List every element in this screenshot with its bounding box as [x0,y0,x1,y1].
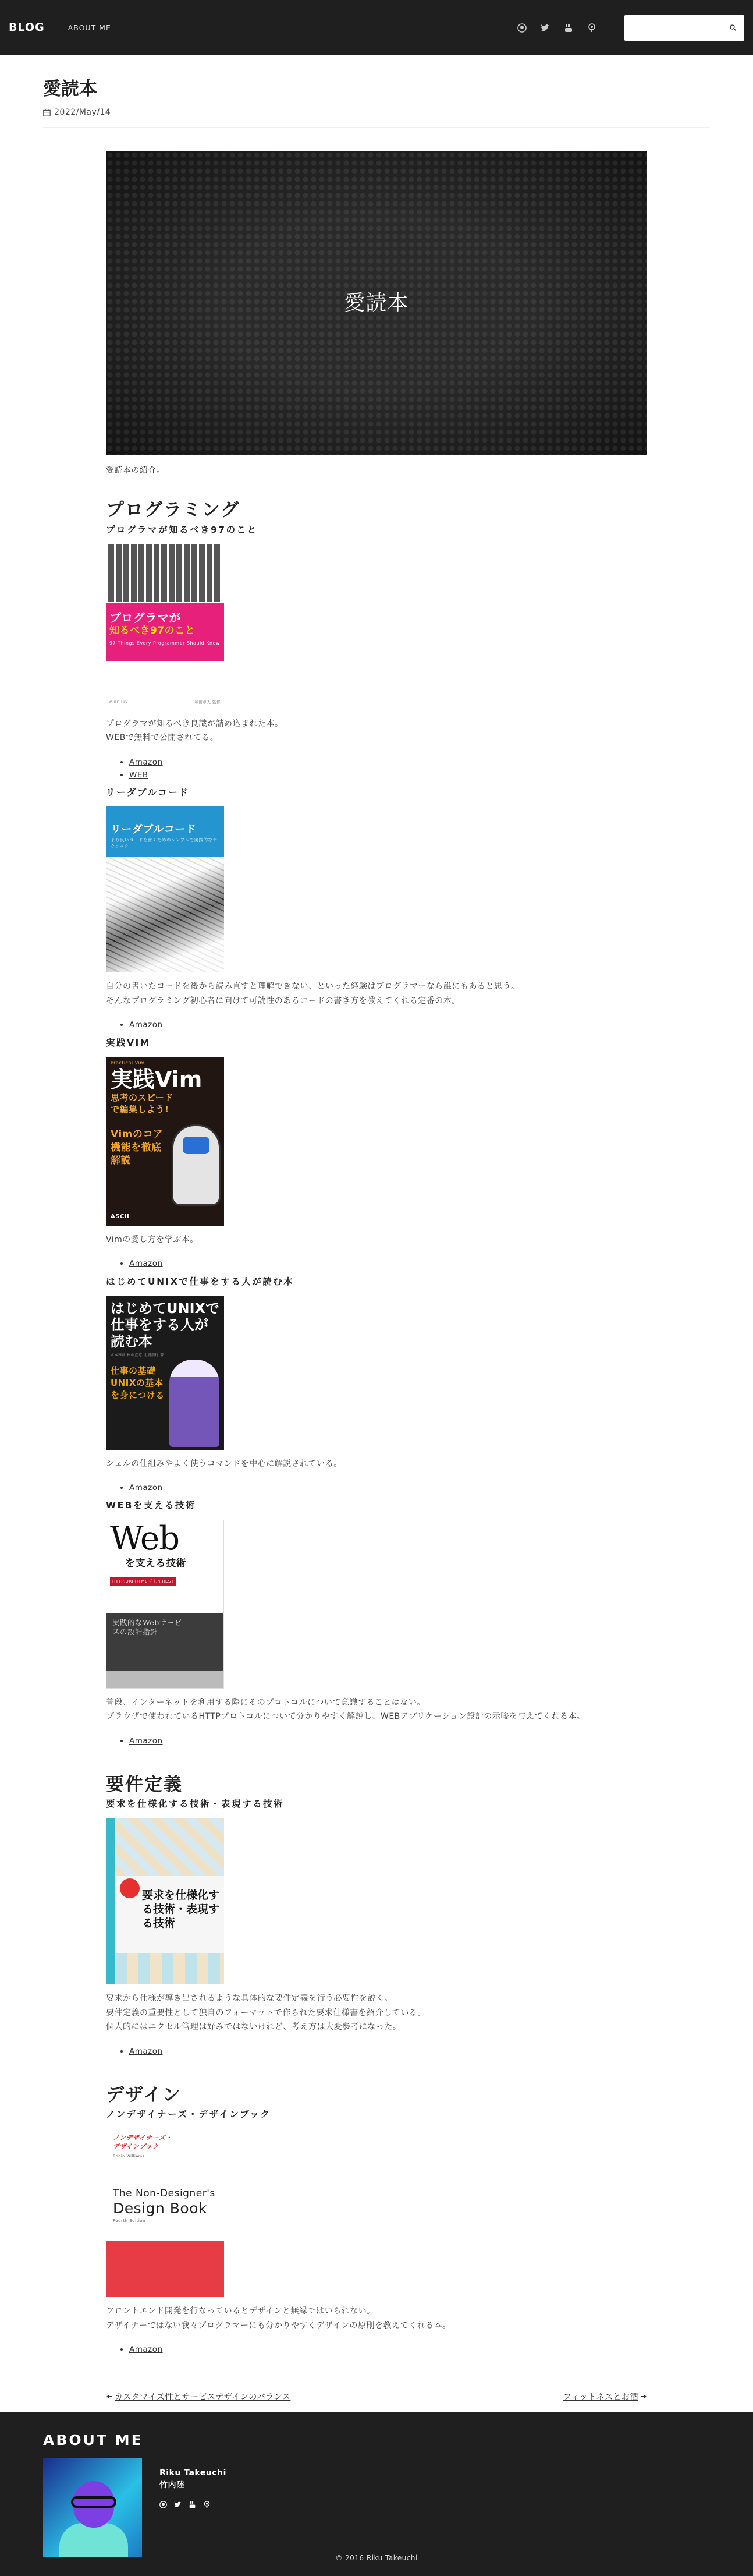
book-title: 実践VIM [106,1037,151,1048]
book-cover-image [106,1818,224,1984]
cover-bottom [106,1613,223,1688]
prev-post-link[interactable]: カスタマイズ性とサービスデザインのバランス [114,2392,291,2402]
book-cover-image [106,806,224,972]
book-97 [106,544,647,782]
desc-line: デザイナーではない我々プログラマーにも分かりやすくデザインの原則を教えてくれる本。 [106,2320,451,2330]
copyright: © 2016 Riku Takeuchi [335,2554,418,2563]
cover-red-band [106,2241,224,2297]
cover-text: を支える技術 [125,1557,186,1569]
footer [0,2412,753,2576]
desc-line: シェルの仕組みやよく使うコマンドを中心に解説されている。 [106,1459,342,1469]
amazon-link[interactable]: Amazon [129,757,163,767]
cover-text: Vimのコア機能を徹底解説 [111,1128,164,1166]
author-name-jp: 竹内陸 [159,2480,185,2490]
podcast-icon[interactable] [587,23,596,33]
book-description [106,717,647,745]
cover-title-band [106,603,224,661]
book-links [129,2343,647,2356]
post-content [106,128,647,2356]
book-cover-image [106,2128,224,2297]
nav-about-link[interactable]: ABOUT ME [68,23,111,32]
cover-text: ASCII [111,1213,130,1220]
amazon-link[interactable]: Amazon [129,2345,163,2355]
list-item [129,2343,647,2356]
list-item [129,769,647,781]
prev-post [106,2390,290,2405]
cover-text: 木本雅彦 松山直道 北浦訓行 著 [111,1353,164,1358]
amazon-link[interactable]: Amazon [129,2046,163,2056]
post-navigation [106,2390,647,2413]
amazon-link[interactable]: Amazon [129,1736,163,1746]
desc-line: WEBで無料で公開されてる。 [106,733,219,743]
book-links [129,2045,647,2058]
desc-line: 個人的にはエクセル管理は好みではないけれど、考え方は大変参考になった。 [106,2022,402,2032]
cover-text: 97 Things Every Programmer Should Know [109,640,221,646]
desc-line: ブラウザで使われているHTTPプロトコルについて分かりやすく解説し、WEBアプリケーション設計の示唆を与えてくれる本。 [106,1712,585,1722]
post-date: 2022/May/14 [54,108,111,118]
list-item [129,2045,647,2058]
list-item [129,756,647,769]
list-item [129,1735,647,1747]
cover-footer [109,699,221,706]
cover-footer [106,1671,223,1688]
cover-text: リーダブルコード [111,823,197,836]
book-title: リーダブルコード [106,787,190,798]
cover-text: Web [110,1519,179,1558]
search-icon[interactable] [730,24,736,31]
book-title: プログラマが知るべき97のこと [106,524,258,535]
twitter-icon[interactable] [174,2501,182,2508]
cover-text: Design Book [113,2199,207,2217]
book-description [106,1233,647,1247]
book-readable-code [106,806,647,1031]
cover-text: 仕事の基礎 UNIXの基本を身につける [111,1365,165,1400]
book-description [106,1457,647,1471]
cover-text: 実践的なWebサービスの設計指針 [112,1618,182,1636]
brand-link[interactable]: BLOG [9,20,45,34]
book-description [106,2304,647,2333]
book-cover-image [106,1296,224,1450]
author-name-en: Riku Takeuchi [159,2468,226,2478]
book-cover-image [106,544,224,710]
book-links [129,756,647,782]
cover-english-title [113,2188,217,2217]
book-title: WEBを支える技術 [106,1500,196,1511]
book-unix [106,1296,647,1495]
next-post [563,2390,647,2405]
list-item [129,1257,647,1270]
cover-text: 思考のスピードで編集しよう! [111,1092,173,1114]
twitter-icon[interactable] [541,23,550,33]
footer-inner [43,2412,710,2557]
list-item [129,1018,647,1031]
web-link[interactable]: WEB [129,770,148,780]
post-meta [43,105,710,128]
desc-line: 自分の書いたコードを後から読み直すと理解できない、といった経験はプログラマーなら誰にもあると思う。 [106,982,520,992]
cover-text: ノンデザイナーズ・デザインブック [113,2134,172,2150]
calendar-icon [43,109,51,116]
avatar [43,2458,142,2557]
search-box [624,15,744,41]
book-links [129,1735,647,1747]
avatar-glasses [71,2496,116,2508]
top-navbar [0,0,753,55]
page-title: 愛読本 [43,79,97,100]
github-icon[interactable] [159,2501,167,2508]
youtube-icon[interactable] [189,2501,196,2508]
book-title: はじめてUNIXで仕事をする人が読む本 [106,1276,294,1287]
desc-line: 要求から仕様が導き出されるような具体的な要件定義を行う必要性を説く。 [106,1994,393,2004]
desc-line: フロントエンド開発を行なっているとデザインと無縁ではいられない。 [106,2306,375,2316]
github-icon[interactable] [517,23,527,33]
about-row [43,2458,710,2557]
book-links [129,1257,647,1270]
book-links [129,1018,647,1031]
youtube-icon[interactable] [564,23,573,33]
podcast-icon[interactable] [203,2501,211,2508]
cover-text: はじめてUNIXで仕事をする人が読む本 [111,1300,220,1350]
desc-line: 要件定義の重要性として独自のフォーマットで作られた要求仕様書を紹介している。 [106,2008,426,2018]
cover-text: Practical Vim [111,1060,145,1066]
book-description [106,1696,647,1724]
cover-text: HTTP,URI,HTML,そしてREST [110,1577,176,1586]
cover-text: The Non-Designer's [113,2188,215,2200]
desc-line: Vimの愛し方を学ぶ本。 [106,1234,198,1244]
cover-text: 和田卓人 監修 [194,700,221,705]
hero-image [106,151,647,455]
book-cover-image [106,1057,224,1226]
book-web [106,1520,647,1747]
desc-line: プログラマが知るべき良識が詰め込まれた本。 [106,719,283,728]
amazon-link[interactable]: Amazon [129,1020,163,1030]
cover-text: Robin Williams [113,2154,145,2159]
cover-text: プログラマが [109,610,181,625]
cover-text: より良いコードを書くためのシンプルで実践的なテクニック [111,837,218,849]
section-heading-design: デザイン [106,2085,182,2106]
section-heading-programming: プログラミング [106,500,240,521]
book-description [106,979,647,1008]
book-title: 要求を仕様化する技術・表現する技術 [106,1799,285,1810]
cover-stripe [106,1818,115,1984]
cover-title-band [106,806,224,857]
book-requirements [106,1818,647,2058]
amazon-link[interactable]: Amazon [129,1483,163,1493]
cover-text: 要求を仕様化する技術・表現する技術 [142,1889,220,1930]
cover-text: O'REILLY [109,700,128,705]
intro-text: 愛読本の紹介。 [106,465,165,475]
cover-top [106,1520,223,1609]
cover-drawings [115,1818,224,1876]
hero-title: 愛読本 [344,291,409,315]
footer-social-links [159,2501,226,2508]
book-title: ノンデザイナーズ・デザインブック [106,2109,271,2120]
header-social-links [517,23,596,33]
cover-text: Fourth Edition [113,2218,145,2223]
book-practical-vim [106,1057,647,1271]
section-heading-requirements: 要件定義 [106,1774,183,1795]
author-info [159,2458,226,2557]
arrow-right-icon [641,2394,647,2400]
wizard-illustration [169,1360,219,1447]
cover-pattern [108,544,222,602]
cover-footer [115,1953,224,1984]
cover-text: 知るべき97のこと [109,624,196,636]
about-title: ABOUT ME [43,2432,143,2449]
robot-illustration [172,1124,221,1206]
next-post-link[interactable]: フィットネスとお酒 [563,2392,639,2402]
arrow-left-icon [106,2394,112,2400]
desc-line: そんなプログラミング初心者に向けて可読性のあるコードの書き方を教えてくれる定番の本。 [106,996,460,1006]
post-header [43,55,710,128]
desc-line: 普段、インターネットを利用する際にそのプロトコルについて意識することはない。 [106,1697,425,1707]
book-non-designer [106,2128,647,2356]
book-description [106,1991,647,2034]
cover-sheet-music [106,857,224,972]
search-input[interactable] [624,15,730,41]
cover-text: 実践Vim [111,1066,203,1092]
book-cover-image [106,1520,224,1689]
list-item [129,1481,647,1494]
amazon-link[interactable]: Amazon [129,1259,163,1269]
cover-sticker [120,1878,140,1898]
book-links [129,1481,647,1494]
